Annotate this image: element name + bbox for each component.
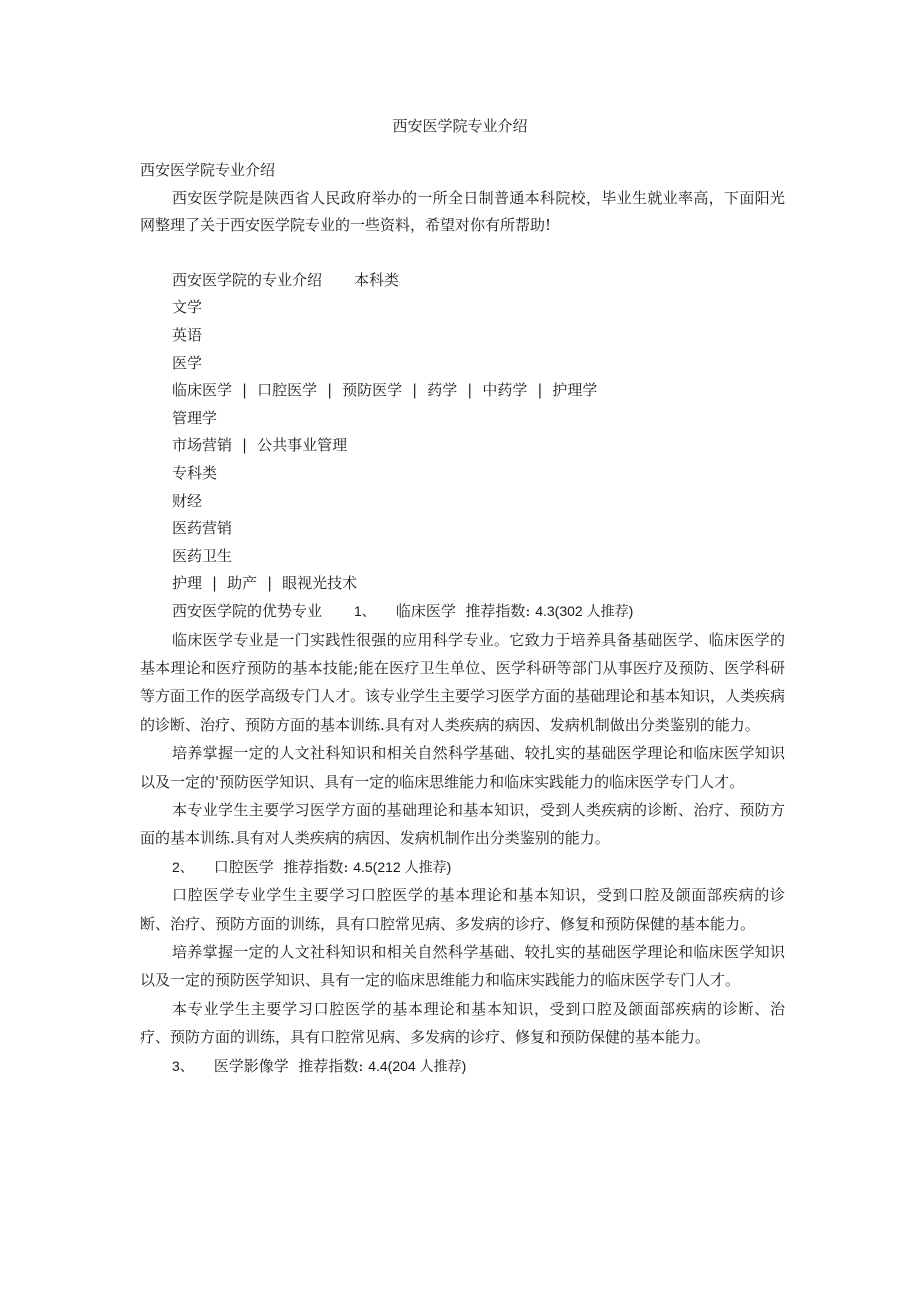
category-medicine: 医学	[172, 353, 203, 372]
major-2-heading	[140, 853, 785, 881]
medicine-items: 临床医学 | 口腔医学 | 预防医学 | 药学 | 中药学 | 护理学	[172, 381, 598, 400]
paragraph: 培养掌握一定的人文社科知识和相关自然科学基础、较扎实的基础医学理论和临床医学知识以及一定的预防医学知识、具有一定的临床思维能力和临床实践能力的临床医学专门人才。	[140, 942, 785, 990]
advantage-heading: 西安医学院的优势专业	[172, 601, 323, 620]
document-title: 西安医学院专业介绍	[392, 117, 528, 135]
list-item: 护理	[172, 574, 203, 593]
rating-value: 4.5(212 人推荐)	[353, 858, 452, 875]
majors-list	[140, 267, 785, 626]
list-item: 助产	[227, 574, 258, 593]
major-number: 3、	[172, 1057, 194, 1074]
major-name: 口腔医学	[213, 857, 274, 876]
majors-heading: 西安医学院的专业介绍	[172, 270, 323, 289]
section-heading: 西安医学院专业介绍	[140, 161, 276, 179]
category-pharma-marketing: 医药营销	[172, 519, 233, 538]
paragraph: 本专业学生主要学习医学方面的基础理论和基本知识，受到人类疾病的诊断、治疗、预防方面的基本训练.具有对人类疾病的病因、发病机制作出分类鉴别的能力。	[140, 800, 785, 848]
list-item: 眼视光技术	[282, 574, 358, 593]
paragraph: 培养掌握一定的人文社科知识和相关自然科学基础、较扎实的基础医学理论和临床医学知识以及一定的'预防医学知识、具有一定的临床思维能力和临床实践能力的临床医学专门人才。	[140, 744, 785, 791]
management-items: 市场营销 | 公共事业管理	[172, 436, 348, 455]
major-number: 2、	[172, 858, 194, 875]
major-1-details	[140, 626, 785, 1081]
category-english: 英语	[172, 325, 203, 344]
major-name: 医学影像学	[213, 1056, 289, 1075]
advantage-line	[172, 598, 785, 626]
paragraph: 本专业学生主要学习口腔医学的基本理论和基本知识，受到口腔及颌面部疾病的诊断、治疗、预防方面的训练，具有口腔常见病、多发病的诊疗、修复和预防保健的基本能力。	[140, 999, 785, 1047]
majors-heading-line	[172, 267, 785, 295]
list-item: 公共事业管理	[257, 436, 348, 455]
category-pharma-health: 医药卫生	[172, 546, 233, 565]
rating-value: 4.3(302 人推荐)	[535, 602, 634, 619]
major-number: 1、	[354, 602, 376, 619]
intro-paragraph: 西安医学院是陕西省人民政府举办的一所全日制普通本科院校，毕业生就业率高，下面阳光网整理了关于西安医学院专业的一些资料，希望对你有所帮助!	[140, 188, 785, 235]
undergrad-label: 本科类	[354, 270, 400, 289]
paragraph: 临床医学专业是一门实践性很强的应用科学专业。它致力于培养具备基础医学、临床医学的基本理论和医疗预防的基本技能;能在医疗卫生单位、医学科研等部门从事医疗及预防、医学科研等方面工作的医学高级专门人才。该专业学生主要学习医学方面的基础理论和基本知识，人类疾病的诊断、治疗、预防方面的基本训练.具有对人类疾病的病因、发病机制做出分类鉴别的能力。	[140, 630, 786, 734]
list-item: 药学	[427, 381, 458, 400]
list-item: 临床医学	[172, 381, 233, 400]
blank-line	[140, 240, 785, 267]
list-item: 口腔医学	[257, 381, 318, 400]
list-item: 中药学	[482, 381, 528, 400]
list-item: 护理学	[552, 381, 598, 400]
list-item: 市场营销	[172, 436, 233, 455]
list-item: 预防医学	[342, 381, 403, 400]
rating-label: 推荐指数:	[283, 857, 349, 876]
nursing-items: 护理 | 助产 | 眼视光技术	[172, 574, 358, 593]
category-management: 管理学	[172, 408, 218, 427]
paragraph: 口腔医学专业学生主要学习口腔医学的基本理论和基本知识，受到口腔及颌面部疾病的诊断、治疗、预防方面的训练，具有口腔常见病、多发病的诊疗、修复和预防保健的基本能力。	[140, 886, 785, 933]
college-label: 专科类	[172, 463, 218, 482]
rating-value: 4.4(204 人推荐)	[368, 1057, 467, 1074]
category-finance: 财经	[172, 491, 203, 510]
major-name: 临床医学	[395, 601, 456, 620]
rating-label: 推荐指数:	[465, 601, 531, 620]
rating-label: 推荐指数:	[298, 1056, 364, 1075]
category-literature: 文学	[172, 298, 203, 317]
document-body	[140, 157, 785, 1080]
major-3-heading	[140, 1052, 785, 1080]
